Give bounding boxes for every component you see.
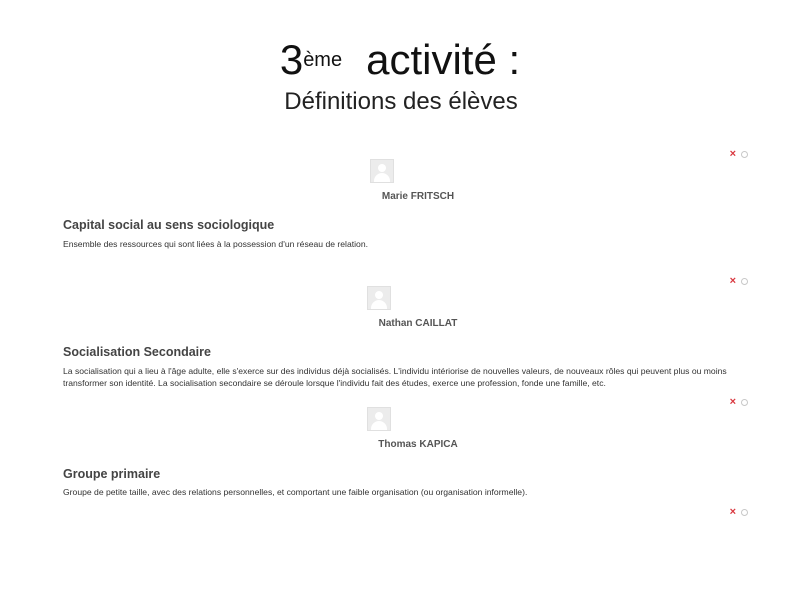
entry-controls [730, 149, 748, 159]
avatar-body [371, 300, 387, 310]
slide-subtitle: Définitions des élèves [284, 88, 518, 115]
slide-title [0, 36, 800, 84]
avatar-head [375, 412, 383, 420]
options-icon[interactable] [741, 399, 748, 406]
definition-term: Groupe primaire [63, 467, 161, 481]
author-name: Nathan CAILLAT [378, 318, 458, 329]
entry-controls [730, 276, 748, 286]
title-number: 3 [279, 36, 304, 83]
avatar-head [378, 164, 386, 172]
definition-text: La socialisation qui a lieu à l'âge adulte, elle s'exerce sur des individus déjà socialisés. L'individu intériorise de nouvelles valeurs, de nouveaux rôles qui peuvent plus ou moins transformer son identité. La socialisation secondaire se déroule lorsque l'individu fait des études, exerce une profession, fonde une famille, etc. [63, 366, 727, 388]
options-icon[interactable] [741, 278, 748, 285]
avatar [367, 407, 391, 431]
avatar-head [375, 291, 383, 299]
author-name: Marie FRITSCH [381, 191, 455, 202]
entry-controls [730, 397, 748, 407]
definition-text: Groupe de petite taille, avec des relations personnelles, et comportant une faible organisation (ou organisation informelle). [63, 487, 528, 497]
definition-term: Capital social au sens sociologique [63, 218, 275, 232]
options-icon[interactable] [741, 151, 748, 158]
delete-icon[interactable]: × [729, 506, 736, 518]
avatar-body [374, 173, 390, 183]
avatar [367, 286, 391, 310]
options-icon[interactable] [741, 509, 748, 516]
definition-term: Socialisation Secondaire [63, 345, 211, 359]
avatar [370, 159, 394, 183]
entry-controls [730, 507, 748, 517]
author-name: Thomas KAPICA [378, 439, 458, 450]
delete-icon[interactable]: × [729, 396, 736, 408]
title-text: activité : [366, 36, 521, 83]
definition-text: Ensemble des ressources qui sont liées à la possession d'un réseau de relation. [63, 239, 368, 249]
delete-icon[interactable]: × [729, 275, 736, 287]
delete-icon[interactable]: × [729, 148, 736, 160]
title-superscript: ème [303, 49, 343, 71]
avatar-body [371, 421, 387, 431]
